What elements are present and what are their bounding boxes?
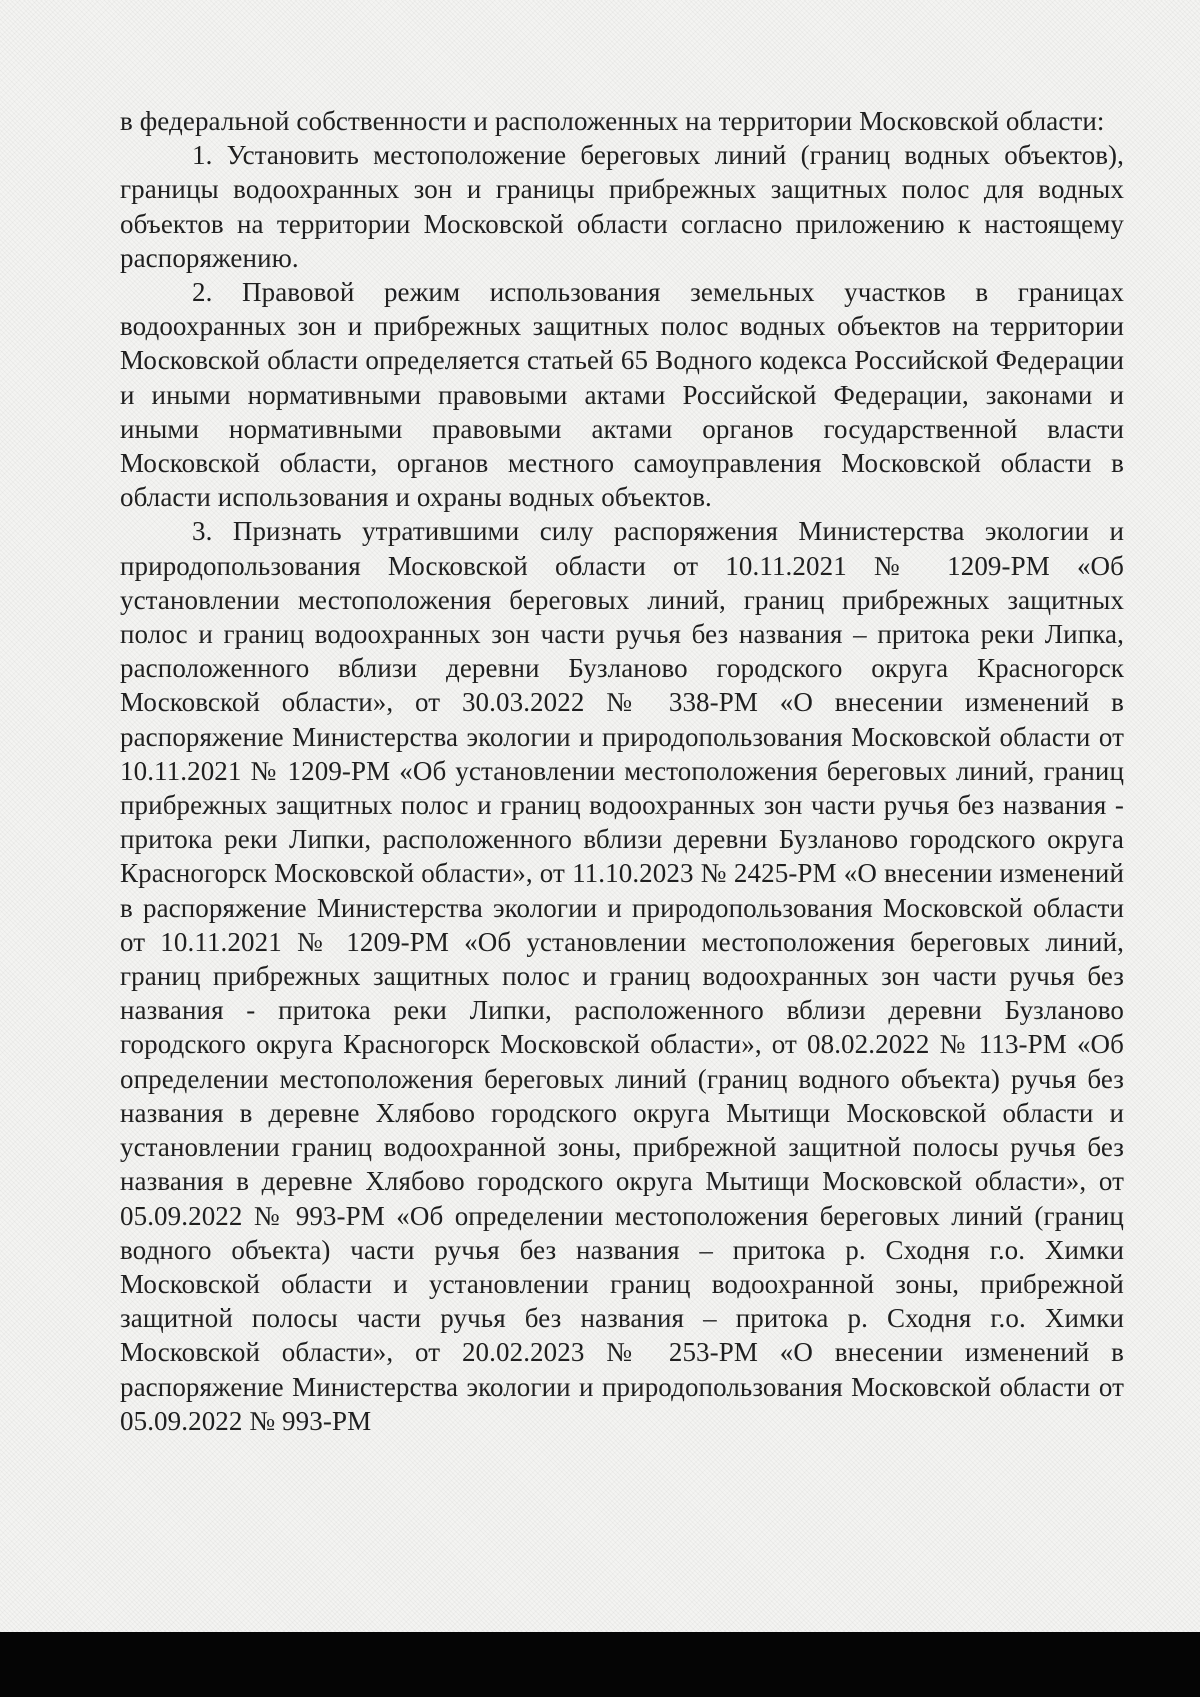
paragraph-3: 3. Признать утратившими силу распоряжения Министерства экологии и природопользования Московской области от 10.11.2021 № 1209-РМ «Об установлении местоположения береговых линий, границ прибрежных защитных полос и границ водоохранных зон части ручья без названия – притока реки Липка, расположенного вблизи деревни Бузланово городского округа Красногорск Московской области», от 30.03.2022 № 338-РМ «О внесении изменений в распоряжение Министерства экологии и природопользования Московской области от 10.11.2021 № 1209-РМ «Об установлении местоположения береговых линий, границ прибрежных защитных полос и границ водоохранных зон части ручья без названия - притока реки Липки, расположенного вблизи деревни Бузланово городского округа Красногорск Московской области», от 11.10.2023 № 2425-РМ «О внесении изменений в распоряжение Министерства экологии и природопользования Московской области от 10.11.2021 № 1209-РМ «Об установлении местоположения береговых линий, границ прибрежных защитных полос и границ водоохранных зон части ручья без названия - притока реки Липки, расположенного вблизи деревни Бузланово городского округа Красногорск Московской области», от 08.02.2022 № 113-РМ «Об определении местоположения береговых линий (границ водного объекта) ручья без названия в деревне Хлябово городского округа Мытищи Московской области и установлении границ водоохранной зоны, прибрежной защитной полосы ручья без названия в деревне Хлябово городского округа Мытищи Московской области», от 05.09.2022 № 993-РМ «Об определении местоположения береговых линий (границ водного объекта) части ручья без названия – притока р. Сходня г.о. Химки Московской области и установлении границ водоохранной зоны, прибрежной защитной полосы части ручья без названия – притока р. Сходня г.о. Химки Московской области», от 20.02.2023 № 253-РМ «О внесении изменений в распоряжение Министерства экологии и природопользования Московской области от 05.09.2022 № 993-РМ: [120, 516, 1124, 1436]
paragraph-1: 1. Установить местоположение береговых линий (границ водных объектов), границы водоохранных зон и границы прибрежных защитных полос для водных объектов на территории Московской области согласно приложению к настоящему распоряжению.: [120, 140, 1124, 273]
document-body: [120, 104, 1124, 1438]
scan-edge-band: [0, 1632, 1200, 1697]
intro-text: в федеральной собственности и расположенных на территории Московской области:: [120, 106, 1105, 136]
paragraph-2: 2. Правовой режим использования земельных участков в границах водоохранных зон и прибрежных защитных полос водных объектов на территории Московской области определяется статьей 65 Водного кодекса Российской Федерации и иными нормативными правовыми актами Российской Федерации, законами и иными нормативными правовыми актами органов государственной власти Московской области, органов местного самоуправления Московской области в области использования и охраны водных объектов.: [120, 277, 1124, 513]
